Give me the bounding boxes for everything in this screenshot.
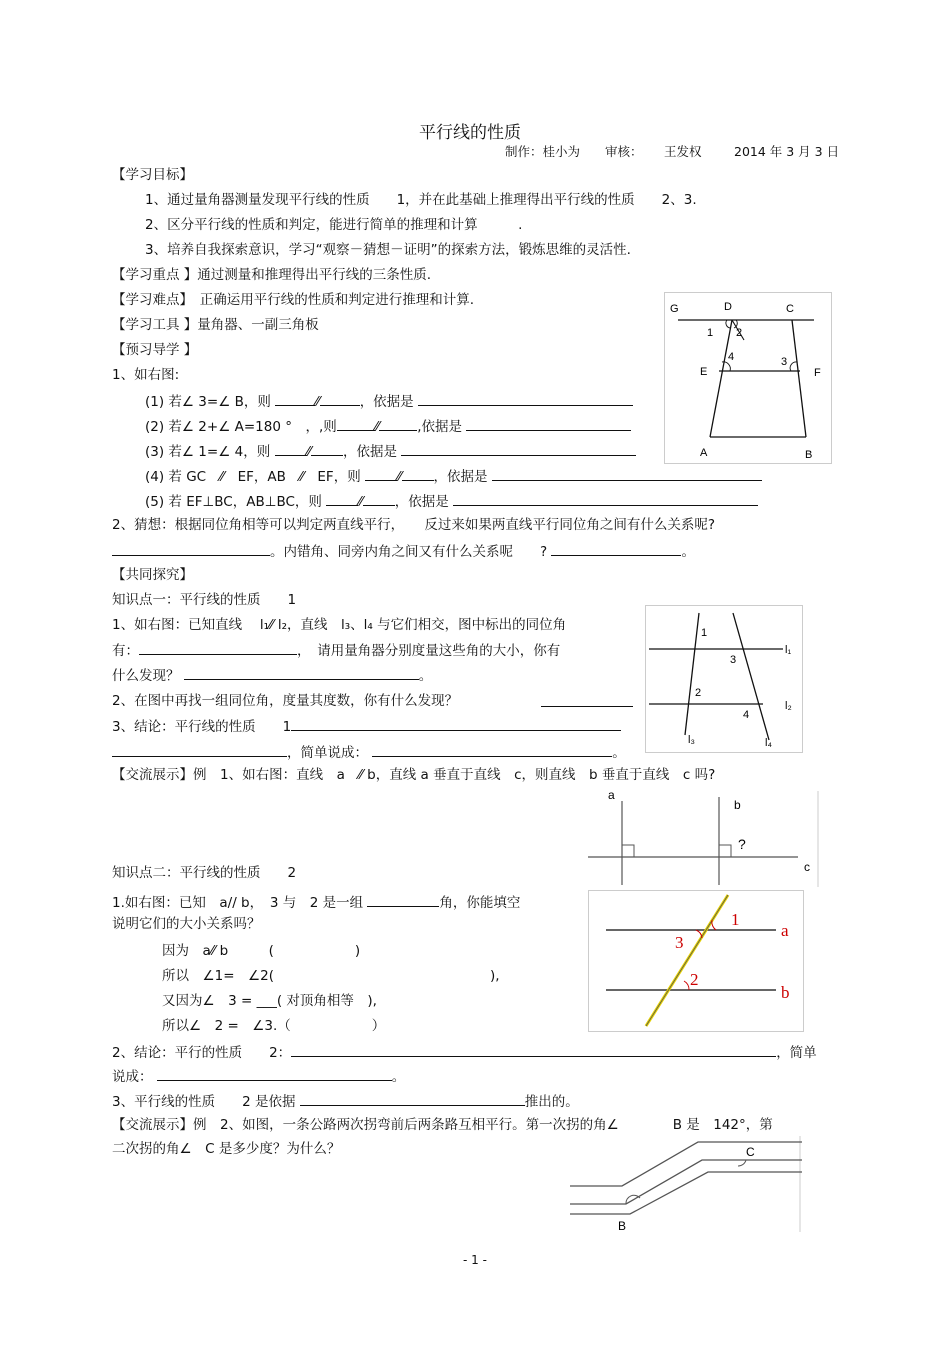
label-angle-4: 4 (743, 709, 750, 721)
figure-perpendicular-svg (588, 787, 820, 887)
label-b: b (781, 983, 790, 1002)
transversal-edge (646, 895, 728, 1026)
figure-trapezoid (664, 292, 832, 464)
figure-frame (589, 891, 804, 1032)
label-a: A (700, 447, 708, 459)
knowledge-point-2: 知识点二：平行线的性质 2 (112, 865, 297, 881)
explore-k2e: 又因为∠ 3 = ___( 对顶角相等 ), (162, 993, 377, 1009)
line-cb (792, 320, 806, 437)
preview-item-5: (5) 若 EF⊥BC，AB⊥BC，则 ⁄⁄ ，依据是 (145, 491, 758, 511)
explore-k2d: 所以 ∠1= ∠2( ), (162, 968, 500, 984)
explore-k2c: 因为 a⁄⁄ b ( ) (162, 943, 361, 959)
road-upper-edge (570, 1142, 802, 1186)
page-number: - 1 - (463, 1253, 487, 1267)
label-c: c (804, 860, 810, 874)
preview-item-3: (3) 若∠ 1=∠ 4，则 ⁄⁄ ，依据是 (145, 441, 636, 461)
label-b: b (734, 798, 741, 812)
label-angle-2: 2 (690, 970, 699, 989)
figure-road-svg (570, 1136, 802, 1232)
label-angle-2: 2 (695, 687, 702, 699)
figure-frame (646, 606, 803, 753)
objective-item: 2、区分平行线的性质和判定，能进行简单的推理和计算 . (145, 217, 523, 233)
figure-parallel-transversals (645, 605, 803, 753)
preview-q1: 1、如右图: (112, 367, 180, 383)
tools: 【学习工具 】量角器、一副三角板 (112, 317, 319, 333)
road-lower-edge (570, 1172, 802, 1214)
explore-p1b: 有： ， 请用量角器分别度量这些角的大小，你有 (112, 640, 560, 660)
explore-p1a: 1、如右图：已知直线 l₁⁄⁄ l₂，直线 l₃、l₄ 与它们相交，图中标出的同位角 (112, 617, 567, 633)
reviewer-label: 审核： (605, 144, 643, 159)
angle-mark-3 (790, 362, 797, 371)
page-title: 平行线的性质 (419, 123, 521, 143)
preview-item-2: (2) 若∠ 2+∠ A=180 ° ，,则 ⁄⁄ ,依据是 (145, 416, 631, 436)
label-l2: l₂ (785, 700, 792, 712)
label-l4: l₄ (765, 737, 772, 749)
angle-mark-1 (726, 320, 730, 328)
preview-q2-line2: 。内错角、同旁内角之间又有什么关系呢 ? 。 (112, 541, 695, 561)
label-1: 1 (707, 327, 714, 339)
label-angle-1: 1 (701, 627, 708, 639)
preview-item-4: (4) 若 GC ⁄⁄ EF，AB ⁄⁄ EF，则 ⁄⁄ ，依据是 (145, 466, 762, 486)
label-c: C (746, 1145, 755, 1159)
label-c: C (786, 303, 794, 315)
example-2-line2: 二次拐的角∠ C 是多少度？为什么？ (112, 1141, 341, 1157)
figure-parallel-transversals-svg (645, 605, 803, 753)
label-angle-3: 3 (675, 933, 684, 952)
right-angle-mark-a (622, 845, 634, 857)
label-l1: l₁ (785, 644, 792, 656)
example-2-line1: 【交流展示】例 2、如图，一条公路两次拐弯前后两条路互相平行。第一次拐的角∠ B 是 142°，第 (112, 1117, 773, 1133)
preview-heading: 【预习导学 】 (112, 342, 198, 358)
explore-p3: 3、结论：平行线的性质 1 (112, 716, 621, 736)
label-question: ? (738, 836, 746, 852)
label-f: F (814, 367, 821, 379)
key-point: 【学习重点 】通过测量和推理得出平行线的三条性质. (112, 267, 432, 283)
label-4: 4 (728, 351, 735, 363)
road-middle-edge (570, 1160, 802, 1204)
figure-angles-ab (588, 890, 804, 1032)
figure-road (570, 1136, 802, 1232)
right-angle-mark-b (719, 845, 731, 857)
figure-frame (665, 293, 832, 464)
explore-k2a: 1.如右图：已知 a// b， 3 与 2 是一组 角，你能填空 (112, 892, 520, 912)
preview-q2: 2、猜想：根据同位角相等可以判定两直线平行， 反过来如果两直线平行同位角之间有什么关系呢? (112, 517, 716, 533)
explore-p1d: 什么发现？ 。 (112, 665, 432, 685)
property-2-basis: 3、平行线的性质 2 是依据 推出的。 (112, 1091, 579, 1111)
figure-trapezoid-svg (664, 292, 832, 464)
objective-item: 3、培养自我探索意识，学习“观察－猜想－证明”的探索方法，锻炼思维的灵活性. (145, 242, 631, 258)
line-da (710, 320, 735, 437)
explore-p3b: ，简单说成： 。 (112, 742, 626, 762)
date: 2014 年 3 月 3 日 (734, 144, 840, 159)
angle-mark-2 (684, 981, 689, 990)
knowledge-point-1: 知识点一：平行线的性质 1 (112, 592, 297, 608)
label-d: D (724, 301, 732, 313)
figure-angles-ab-svg (588, 890, 804, 1032)
figure-perpendicular (588, 787, 820, 887)
conclusion-2b: 说成： 。 (112, 1066, 405, 1086)
line-l4 (733, 613, 769, 740)
explore-p2: 2、在图中再找一组同位角，度量其度数，你有什么发现？ (112, 693, 459, 709)
angle-mark-c (738, 1160, 746, 1166)
label-b: B (618, 1219, 627, 1232)
author: 制作：桂小为 (505, 144, 581, 159)
preview-item-1: (1) 若∠ 3=∠ B，则 ⁄⁄ ，依据是 (145, 391, 633, 411)
label-3: 3 (781, 356, 788, 368)
explore-k2b: 说明它们的大小关系吗？ (112, 916, 261, 932)
label-a: a (608, 788, 615, 802)
label-e: E (700, 366, 708, 378)
explore-p2-blank (541, 692, 633, 712)
label-angle-3: 3 (730, 654, 737, 666)
line-l3 (685, 613, 702, 735)
difficulty: 【学习难点】 正确运用平行线的性质和判定进行推理和计算. (112, 292, 475, 308)
label-g: G (670, 303, 679, 315)
label-angle-1: 1 (731, 910, 740, 929)
objective-item: 1、通过量角器测量发现平行线的性质 1，并在此基础上推理得出平行线的性质 2、3. (145, 192, 697, 208)
conclusion-2: 2、结论：平行的性质 2： ，简单 (112, 1042, 817, 1062)
label-b: B (805, 449, 813, 461)
reviewer: 王发权 (664, 144, 702, 159)
objectives-heading: 【学习目标】 (112, 167, 193, 183)
label-2: 2 (736, 327, 743, 339)
label-l3: l₃ (688, 734, 695, 746)
example-1: 【交流展示】例 1、如右图：直线 a ⁄⁄ b，直线 a 垂直于直线 c，则直线 b 垂直于直线 c 吗? (112, 767, 716, 783)
explore-heading: 【共同探究】 (112, 567, 193, 583)
explore-k2f: 所以∠ 2 = ∠3.（ ） (162, 1018, 386, 1034)
label-a: a (781, 921, 789, 940)
